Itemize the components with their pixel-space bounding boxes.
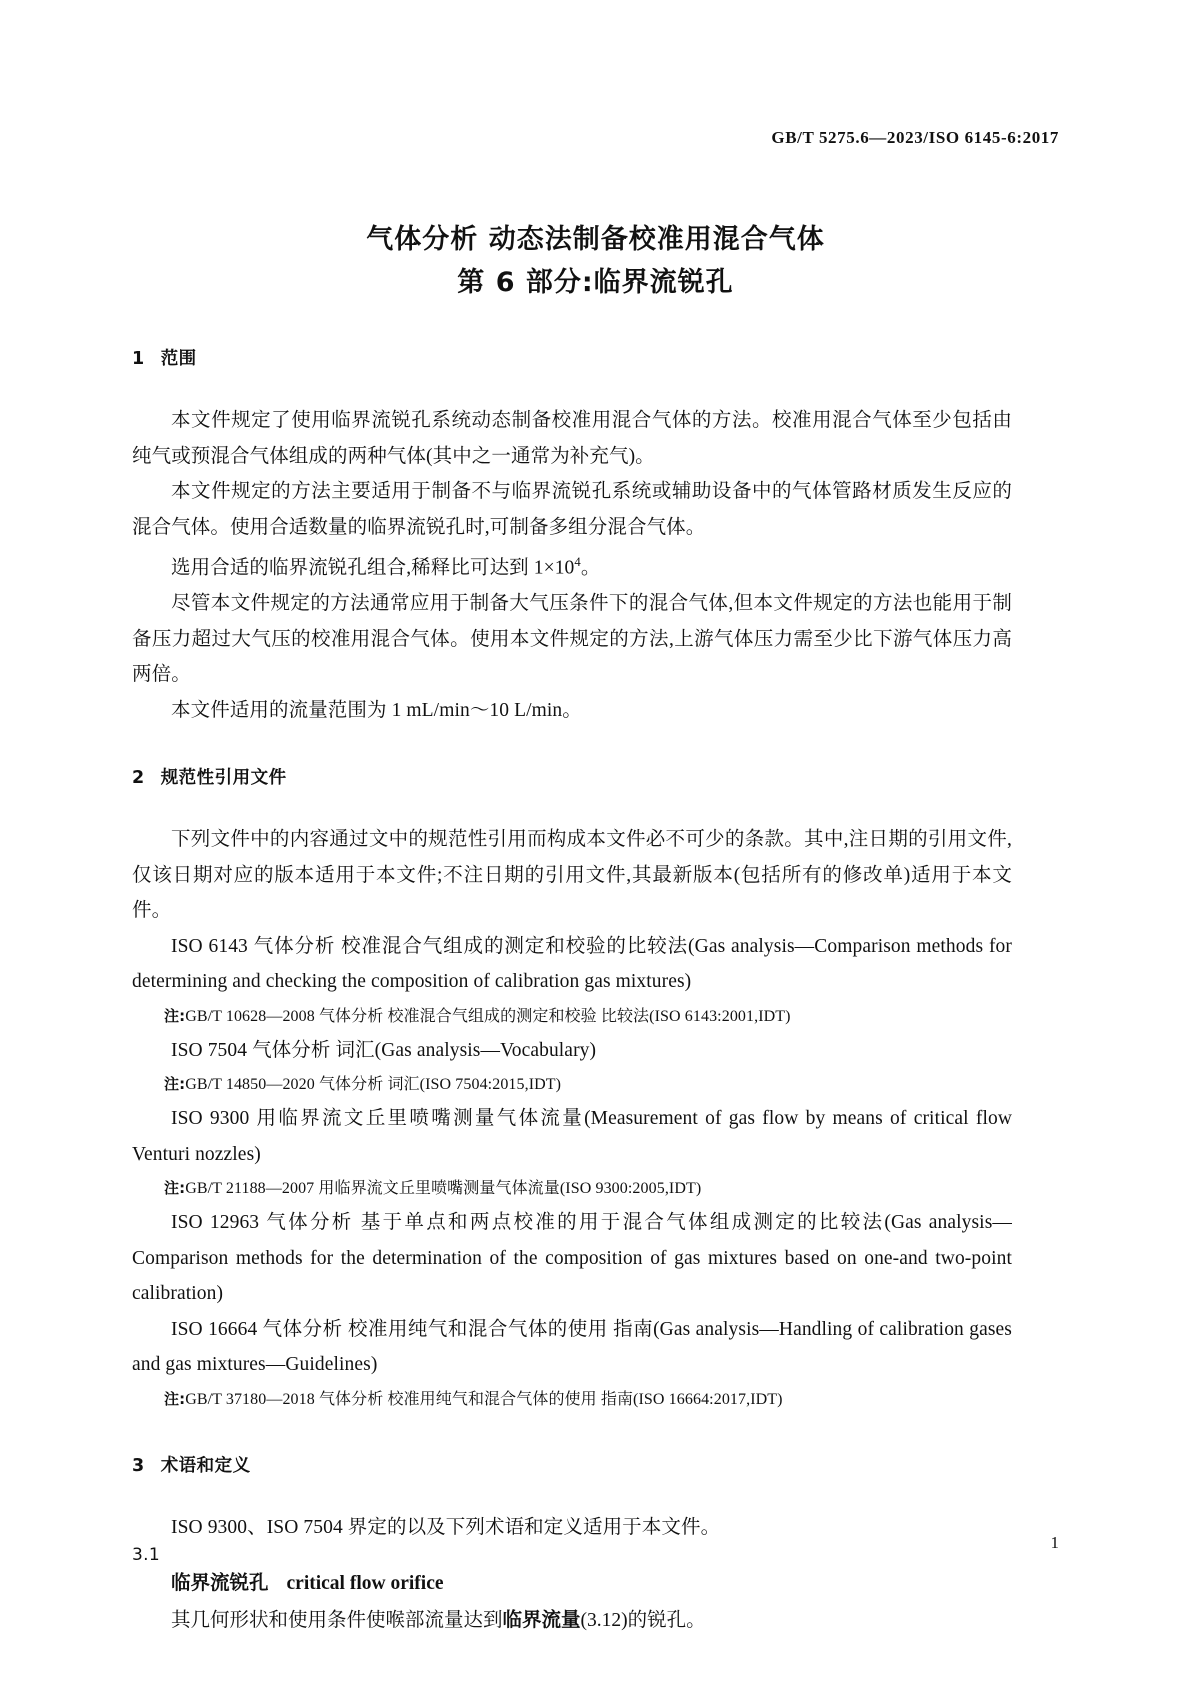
document-title <box>0 218 1191 304</box>
scope-paragraph-4: 尽管本文件规定的方法通常应用于制备大气压条件下的混合气体,但本文件规定的方法也能用于制备压力超过大气压的校准用混合气体。使用本文件规定的方法,上游气体压力需至少比下游气体压力高两倍。 <box>132 593 1012 685</box>
term-definition-pre: 其几何形状和使用条件使喉部流量达到 <box>171 1609 503 1631</box>
terms-intro: ISO 9300、ISO 7504 界定的以及下列术语和定义适用于本文件。 <box>171 1516 721 1538</box>
term-entry-heading <box>132 1565 1012 1602</box>
reference-entry: ISO 16664 气体分析 校准用纯气和混合气体的使用 指南(Gas analysis—Handling of calibration gases and gas mixtures—Guidelines) <box>132 1318 1012 1375</box>
page-number: 1 <box>1050 1533 1059 1552</box>
reference-note-label: 注: <box>164 1179 186 1197</box>
reference-note <box>132 1172 1012 1205</box>
term-entry-number: 3.1 <box>132 1545 160 1565</box>
section-heading-terms-and-definitions <box>132 1452 1012 1477</box>
running-header-standard-code: GB/T 5275.6—2023/ISO 6145-6:2017 <box>771 128 1059 147</box>
section-heading-normative-references <box>132 764 1012 789</box>
scope-paragraph-2: 本文件规定的方法主要适用于制备不与临界流锐孔系统或辅助设备中的气体管路材质发生反应的混合气体。使用合适数量的临界流锐孔时,可制备多组分混合气体。 <box>132 481 1012 538</box>
term-definition-post: 的锐孔。 <box>627 1609 706 1631</box>
scope-paragraph-3-text: 选用合适的临界流锐孔组合,稀释比可达到 1×10 <box>171 557 575 579</box>
scope-paragraph-3 <box>132 545 1012 586</box>
reference-note <box>132 1000 1012 1033</box>
reference-entry: ISO 7504 气体分析 词汇(Gas analysis—Vocabulary) <box>171 1039 597 1061</box>
term-definition <box>132 1602 1012 1639</box>
term-name-en: critical flow orifice <box>286 1573 444 1594</box>
reference-note <box>132 1383 1012 1416</box>
document-body <box>132 345 1012 1638</box>
scope-paragraph-3-tail: 。 <box>580 557 601 579</box>
document-title-line-2: 第 6 部分:临界流锐孔 <box>457 267 734 298</box>
reference-note <box>132 1068 1012 1101</box>
normative-refs-intro: 下列文件中的内容通过文中的规范性引用而构成本文件必不可少的条款。其中,注日期的引用文件,仅该日期对应的版本适用于本文件;不注日期的引用文件,其最新版本(包括所有的修改单)适用于本文件。 <box>132 829 1012 921</box>
scope-paragraph-1: 本文件规定了使用临界流锐孔系统动态制备校准用混合气体的方法。校准用混合气体至少包括由纯气或预混合气体组成的两种气体(其中之一通常为补充气)。 <box>132 410 1012 467</box>
section-number-1: 1 <box>132 349 145 369</box>
document-title-line-1: 气体分析 动态法制备校准用混合气体 <box>366 224 825 255</box>
section-title-3: 术语和定义 <box>160 1455 251 1476</box>
reference-note-label: 注: <box>164 1075 186 1093</box>
reference-entry: ISO 12963 气体分析 基于单点和两点校准的用于混合气体组成测定的比较法(Gas analysis—Comparison methods for the determination of the composition of gas mixtures based on one-and two-point calibration) <box>132 1212 1012 1304</box>
reference-note-text: GB/T 21188—2007 用临界流文丘里喷嘴测量气体流量(ISO 9300:2005,IDT) <box>185 1180 702 1197</box>
term-definition-highlight: 临界流量 <box>502 1607 581 1631</box>
reference-note-text: GB/T 10628—2008 气体分析 校准混合气组成的测定和校验 比较法(ISO 6143:2001,IDT) <box>185 1007 791 1025</box>
section-title-1: 范围 <box>160 349 197 369</box>
section-title-2: 规范性引用文件 <box>160 768 287 788</box>
section-heading-scope <box>132 345 1012 370</box>
section-number-2: 2 <box>132 768 145 788</box>
reference-entry: ISO 9300 用临界流文丘里喷嘴测量气体流量(Measurement of gas flow by means of critical flow Venturi nozzles) <box>132 1108 1012 1165</box>
term-name-zh: 临界流锐孔 <box>171 1571 269 1594</box>
reference-note-label: 注: <box>164 1389 186 1408</box>
section-number-3: 3 <box>132 1455 145 1476</box>
reference-entry: ISO 6143 气体分析 校准混合气组成的测定和校验的比较法(Gas analysis—Comparison methods for determining and checking the composition of calibration gas mixtures) <box>132 935 1012 992</box>
reference-note-text: GB/T 14850—2020 气体分析 词汇(ISO 7504:2015,IDT) <box>185 1076 562 1093</box>
scope-paragraph-5: 本文件适用的流量范围为 1 mL/min～10 L/min。 <box>171 699 582 721</box>
scope-paragraph-3-exponent: 4 <box>574 555 581 569</box>
reference-note-text: GB/T 37180—2018 气体分析 校准用纯气和混合气体的使用 指南(ISO 16664:2017,IDT) <box>185 1390 783 1408</box>
reference-note-label: 注: <box>164 1006 186 1025</box>
term-definition-crossref: (3.12) <box>580 1609 628 1631</box>
